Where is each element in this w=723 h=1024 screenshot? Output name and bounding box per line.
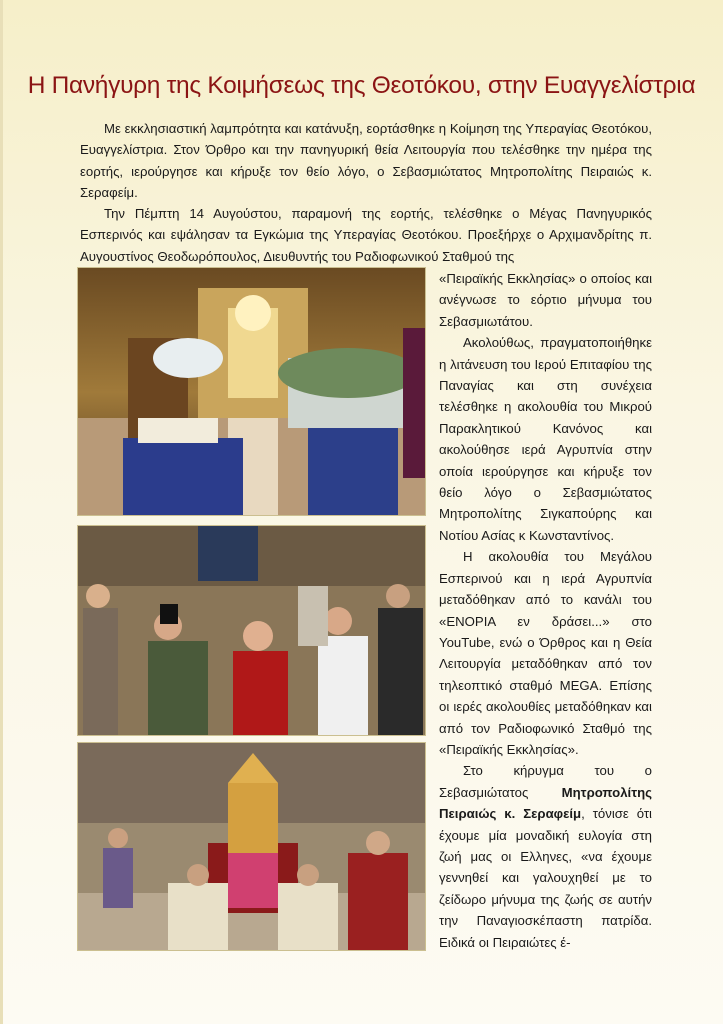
- intro-text: [80, 118, 652, 267]
- column-paragraph-4: [439, 760, 652, 953]
- sermon-text: , τόνισε ότι έχουμε μία μοναδική ευλογία στη ζωή μας οι Ελληνες, «να έχουμε γεννηθεί και γαλουχηθεί με το ζείδωρο μήνυμα της ζωής σε αυτήν την Παναγιοσκέπαστη πατρίδα. Ειδικά οι Πειραιώτες έ-: [439, 806, 652, 950]
- page-edge: [0, 0, 3, 1024]
- column-paragraph-2: Ακολούθως, πραγματοποιήθηκε η λιτάνευση του Ιερού Επιταφίου της Παναγίας και στη συνέχεια τελέσθηκε η ακολουθία του Μικρού Παρακλητικού Κανόνος και ακολούθησε ιερά Αγρυπνία στην οποία ιερούργησε και κήρυξε τον θείο λόγο ο Σεβασμιώτατος Μητροπολίτης Σιγκαπούρης και Νοτίου Ασίας κ Κωνσταντίνος.: [439, 335, 652, 543]
- photo-procession: [77, 742, 426, 951]
- metropolitan-name: Μητροπολίτης Πειραιώς κ. Σεραφείμ: [439, 784, 652, 822]
- column-paragraph-1: «Πειραϊκής Εκκλησίας» ο οποίος και ανέγνωσε το εόρτιο μήνυμα του Σεβασμιωτάτου.: [439, 271, 652, 329]
- column-paragraph-3: Η ακολουθία του Μεγάλου Εσπερινού και η ιερά Αγρυπνία μεταδόθηκαν από το κανάλι του «ΕΝΟΡΙΑ εν δράσει...» στο YouTube, ενώ ο Όρθρος και η Θεία Λειτουργία μεταδόθηκαν από τον τηλεοπτικό σταθμό MEGA. Επίσης οι ιερές ακολουθίες μεταδόθηκαν και από τον Ραδιοφωνικό Σταθμό της «Πειραϊκής Εκκλησίας».: [439, 549, 652, 757]
- photo-clergy-blessing: [77, 525, 426, 736]
- article-title: Η Πανήγυρη της Κοιμήσεως της Θεοτόκου, στην Ευαγγελίστρια: [27, 72, 696, 99]
- intro-paragraph-1: Με εκκλησιαστική λαμπρότητα και κατάνυξη, εορτάσθηκε η Κοίμηση της Υπεραγίας Θεοτόκου, Ευαγγελίστρια. Στον Όρθρο και την πανηγυρική θεία Λειτουργία που τελέσθηκε την ημέρα της εορτής, ιερούργησε και κήρυξε τον θείο λόγο, ο Σεβασμιώτατος Μητροπολίτης Πειραιώς κ. Σεραφείμ.: [80, 121, 652, 200]
- photo-church-interior: [77, 267, 426, 516]
- sermon-intro: Στο κήρυγμα του ο Σεβασμιώτατος: [439, 763, 652, 800]
- intro-paragraph-2: Την Πέμπτη 14 Αυγούστου, παραμονή της εορτής, τελέσθηκε ο Μέγας Πανηγυρικός Εσπερινός και εψάλησαν τα Εγκώμια της Υπεραγίας Θεοτόκου. Προεξήρχε ο Αρχιμανδρίτης π. Αυγουστίνος Θεοδωρόπουλος, Διευθυντής του Ραδιοφωνικού Σταθμού της: [80, 206, 652, 264]
- right-column-text: [439, 268, 652, 953]
